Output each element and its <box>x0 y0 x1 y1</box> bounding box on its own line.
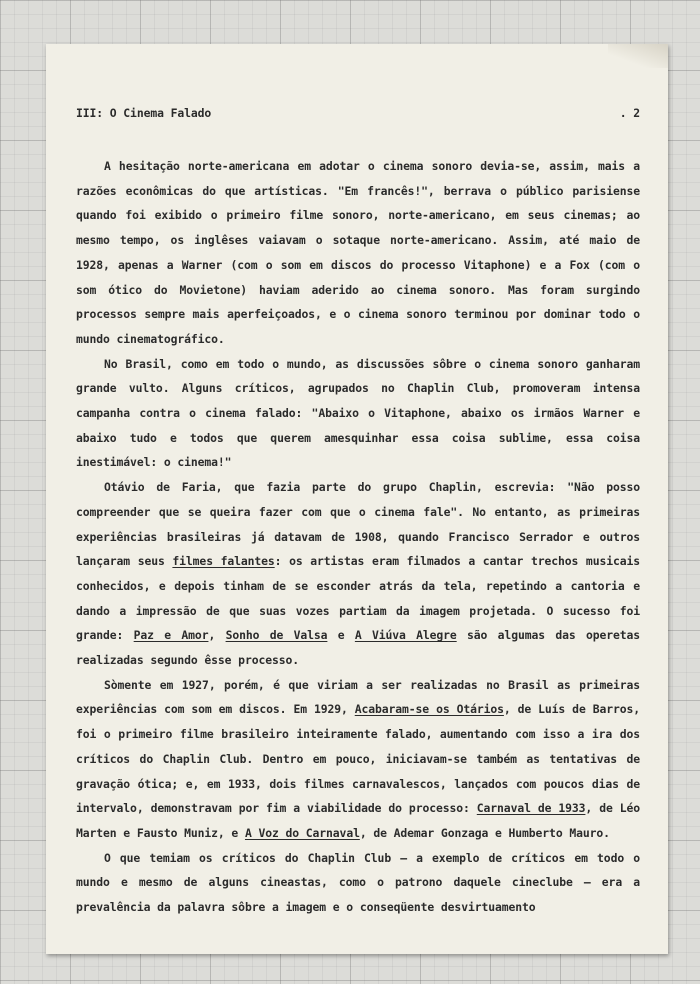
underlined-title: Acabaram-se os Otários <box>354 702 504 717</box>
typewritten-page <box>46 44 668 954</box>
text-segment: , de Léo Marten e Fausto Muniz, e <box>76 801 640 840</box>
underlined-title: Paz e Amor <box>133 628 209 643</box>
text-segment: , <box>208 628 226 643</box>
text-segment: , de Luís de Barros, foi o primeiro filme brasileiro inteiramente falado, aumentando com isso a ira dos críticos do Chaplin Club. Dentro em pouco, iniciavam-se também as tentativas de gravação ótica; e, em 1933, dois filmes carnavalescos, lançados com poucos dias de intervalo, demonstravam por fim a viabilidade do processo: <box>76 702 640 816</box>
underlined-title: A Viúva Alegre <box>354 628 457 643</box>
page-number: . 2 <box>619 106 640 120</box>
text-segment: No Brasil, como em todo o mundo, as discussões sôbre o cinema sonoro ganharam grande vulto. Alguns críticos, agrupados no Chaplin Club, promoveram intensa campanha contra o cinema falado: "Abaixo o Vitaphone, abaixo os irmãos Warner e abaixo tudo e todos que querem amesquinhar essa coisa sublime, essa coisa inestimável: o cinema!" <box>76 356 640 470</box>
paragraph <box>76 846 640 920</box>
text-segment: , de Ademar Gonzaga e Humberto Mauro. <box>359 825 610 840</box>
underlined-title: Sonho de Valsa <box>225 628 328 643</box>
text-segment: são algumas das operetas realizadas segundo êsse processo. <box>76 628 641 668</box>
text-segment: Otávio de Faria, que fazia parte do grupo Chaplin, escrevia: "Não posso compreender que se queira fazer com que o cinema fale". No entanto, as primeiras experiências brasileiras já datavam de 1908, quando Francisco Serrador e outros lançaram seus <box>76 480 640 569</box>
page-corner-fold <box>608 44 668 68</box>
page-header <box>76 106 640 128</box>
document-body <box>76 154 640 920</box>
paragraph <box>76 673 640 846</box>
paragraph <box>76 475 640 673</box>
text-segment: O que temiam os críticos do Chaplin Club — a exemplo de críticos em todo o mundo e mesmo de alguns cineastas, como o patrono daquele cineclube — era a prevalência da palavra sôbre a imagem e o conseqüente desvirtuamento <box>76 850 640 915</box>
chapter-title: III: O Cinema Falado <box>76 106 212 120</box>
underlined-title: filmes falantes <box>172 554 275 569</box>
text-segment: e <box>327 628 355 643</box>
text-segment: Sòmente em 1927, porém, é que viriam a ser realizadas no Brasil as primeiras experiências com som em discos. Em 1929, <box>76 677 640 717</box>
paragraph <box>76 352 640 476</box>
text-segment: : os artistas eram filmados a cantar trechos musicais conhecidos, e depois tinham de se esconder atrás da tela, repetindo a cantoria e dando a impressão de que suas vozes partiam da imagem projetada. O sucesso foi grande: <box>76 554 640 643</box>
text-segment: A hesitação norte-americana em adotar o cinema sonoro devia-se, assim, mais a razões econômicas do que artísticas. "Em francês!", berrava o público parisiense quando foi exibido o primeiro filme sonoro, norte-americano, em seus cinemas; ao mesmo tempo, os inglêses vaiavam o sotaque norte-americano. Assim, até maio de 1928, apenas a Warner (com o som em discos do processo Vitaphone) e a Fox (com o som ótico do Movietone) haviam aderido ao cinema sonoro. Mas foram surgindo processos sempre mais aperfeiçoados, e o cinema sonoro terminou por dominar todo o mundo cinematográfico. <box>76 159 640 346</box>
paragraph <box>76 154 640 352</box>
underlined-title: Carnaval de 1933 <box>476 801 586 816</box>
underlined-title: A Voz do Carnaval <box>244 825 360 840</box>
